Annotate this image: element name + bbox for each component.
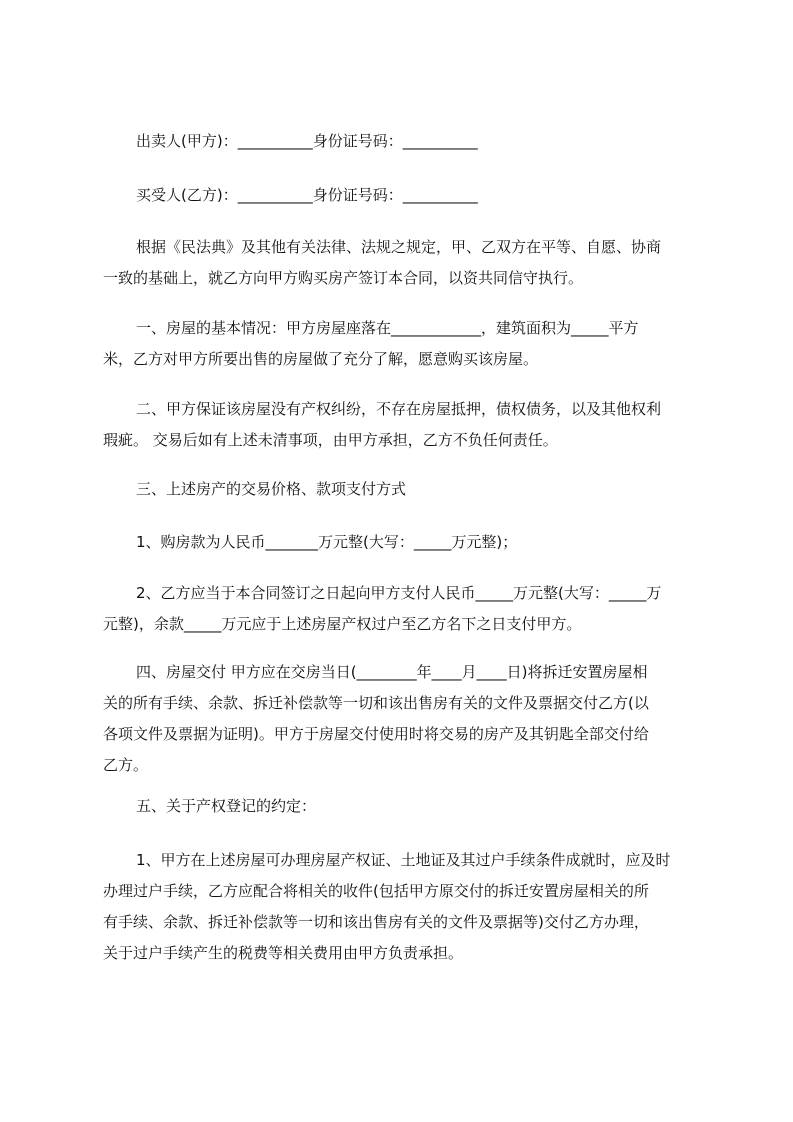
clause-5-title — [103, 791, 713, 822]
clause-5-item-1-line-1: 1、甲方在上述房屋可办理房屋产权证、土地证及其过户手续条件成就时，应及时 — [136, 851, 671, 869]
buyer-text: 买受人(乙方)：__________身份证号码：__________ — [136, 186, 478, 204]
clause-4-paragraph — [103, 657, 713, 781]
clause-5-item-1-line-2: 办理过户手续，乙方应配合将相关的收件(包括甲方原交付的拆迁安置房屋相关的所 — [103, 882, 649, 900]
clause-5-item-1-line-3: 有手续、余款、拆迁补偿款等一切和该出售房有关的文件及票据等)交付乙方办理， — [103, 913, 649, 931]
clause-3-item-2-line-2: 元整)，余款_____万元应于上述房屋产权过户至乙方名下之日支付甲方。 — [103, 615, 582, 633]
clause-2-line-2: 瑕疵。 交易后如有上述未清事项，由甲方承担，乙方不负任何责任。 — [103, 431, 558, 449]
clause-3-item-2 — [103, 578, 713, 640]
clause-4-line-1: 四、房屋交付 甲方应在交房当日(________年____月____日)将拆迁安置房屋相 — [136, 663, 648, 681]
clause-5-title-text: 五、关于产权登记的约定： — [136, 797, 317, 815]
clause-2-paragraph — [103, 394, 713, 456]
clause-1-line-2: 米，乙方对甲方所要出售的房屋做了充分了解，愿意购买该房屋。 — [103, 350, 539, 368]
preamble-line-1: 根据《民法典》及其他有关法律、法规之规定，甲、乙双方在平等、自愿、协商 — [136, 238, 662, 256]
clause-4-line-3: 各项文件及票据为证明)。甲方于房屋交付使用时将交易的房产及其钥匙全部交付给 — [103, 725, 649, 743]
preamble-line-2: 一致的基础上，就乙方向甲方购买房产签订本合同，以资共同信守执行。 — [103, 269, 584, 287]
clause-3-item-1 — [103, 527, 713, 558]
clause-1-paragraph — [103, 313, 713, 375]
seller-text: 出卖人(甲方)：__________身份证号码：__________ — [136, 132, 478, 150]
clause-5-item-1-line-4: 关于过户手续产生的税费等相关费用由甲方负责承担。 — [103, 944, 464, 962]
buyer-line — [136, 180, 746, 211]
clause-1-line-1: 一、房屋的基本情况：甲方房屋座落在____________，建筑面积为_____平方 — [136, 319, 639, 337]
clause-3-title — [103, 474, 713, 505]
clause-4-line-2: 关的所有手续、余款、拆迁补偿款等一切和该出售房有关的文件及票据交付乙方(以 — [103, 694, 649, 712]
seller-line — [136, 126, 746, 157]
clause-3-item-1-text: 1、购房款为人民币_______万元整(大写：_____万元整)； — [136, 533, 518, 551]
clause-5-item-1 — [103, 845, 713, 969]
clause-3-item-2-line-1: 2、乙方应当于本合同签订之日起向甲方支付人民币_____万元整(大写：_____万 — [136, 584, 662, 602]
preamble-paragraph — [103, 232, 713, 294]
clause-2-line-1: 二、甲方保证该房屋没有产权纠纷，不存在房屋抵押，债权债务，以及其他权利 — [136, 400, 662, 418]
clause-4-line-4: 乙方。 — [103, 756, 149, 774]
clause-3-title-text: 三、上述房产的交易价格、款项支付方式 — [136, 480, 407, 498]
